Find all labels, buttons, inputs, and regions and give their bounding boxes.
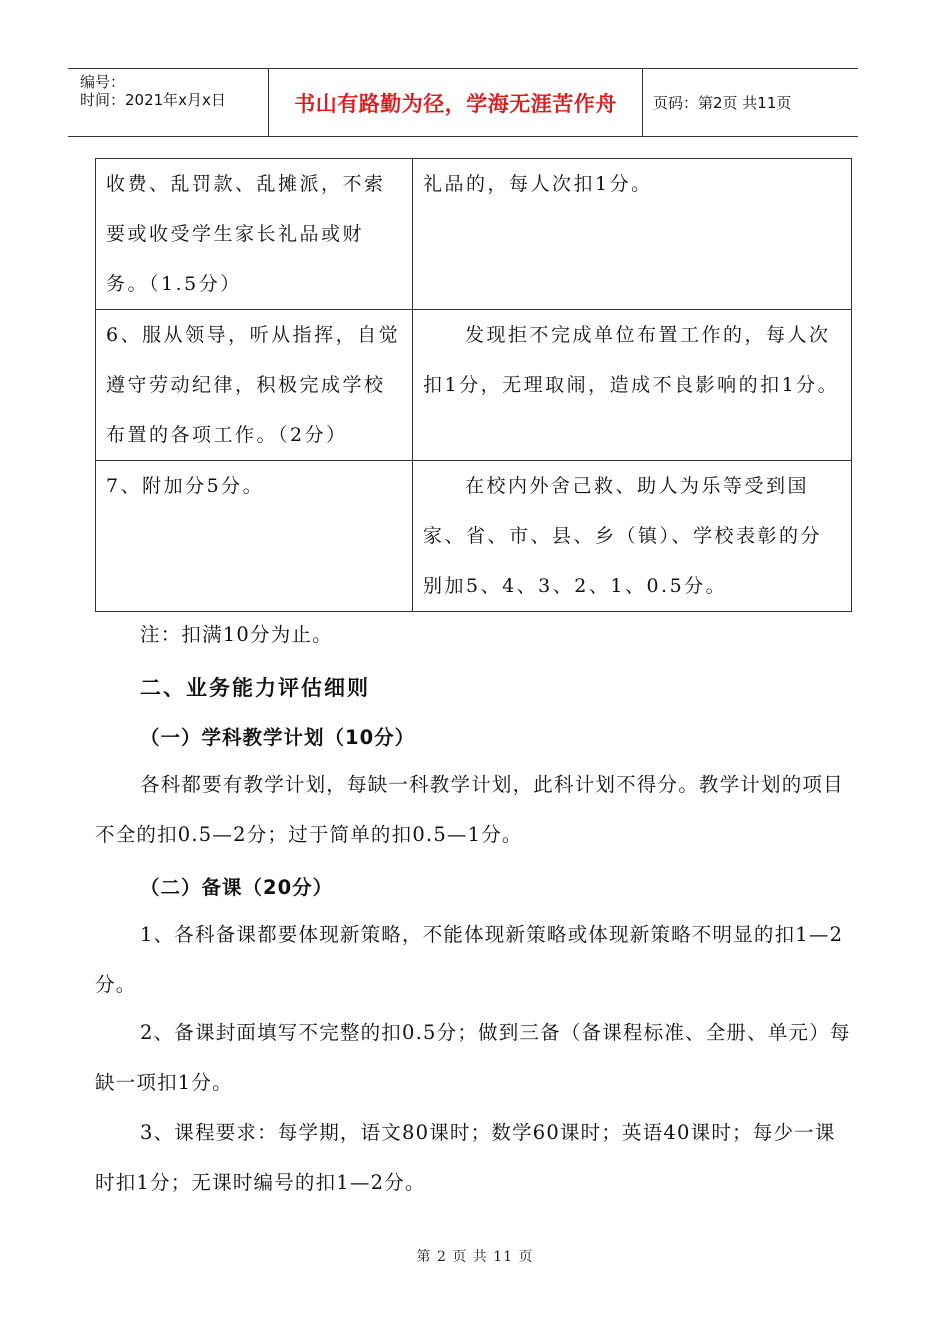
paragraph: 各科都要有教学计划，每缺一科教学计划，此科计划不得分。教学计划的项目不全的扣0.5—2分；过于简单的扣0.5—1分。 — [95, 773, 844, 846]
page-header — [68, 68, 858, 137]
table-cell-left: 7、附加分5分。 — [96, 461, 413, 612]
subsection-heading: （一）学科教学计划（10分） — [140, 726, 416, 749]
section-heading: 二、业务能力评估细则 — [140, 676, 370, 700]
table-note: 注：扣满10分为止。 — [140, 623, 333, 646]
table-cell-right: 礼品的，每人次扣1分。 — [413, 159, 852, 310]
rules-table — [95, 158, 852, 612]
doc-time-label: 时间：2021年x月x日 — [80, 91, 226, 109]
table-row — [96, 461, 852, 612]
table-cell-right: 在校内外舍己救、助人为乐等受到国家、省、市、县、乡（镇）、学校表彰的分别加5、4、3、2、1、0.5分。 — [413, 461, 852, 612]
table-cell-left: 6、服从领导，听从指挥，自觉遵守劳动纪律，积极完成学校布置的各项工作。（2分） — [96, 310, 413, 461]
header-page-cell — [643, 69, 858, 136]
paragraph: 3、课程要求：每学期，语文80课时；数学60课时；英语40课时；每少一课时扣1分；无课时编号的扣1—2分。 — [95, 1121, 836, 1194]
doc-number-label: 编号： — [80, 73, 126, 91]
header-motto: 书山有路勤为径，学海无涯苦作舟 — [294, 91, 617, 116]
table-cell-right: 发现拒不完成单位布置工作的，每人次扣1分，无理取闹，造成不良影响的扣1分。 — [413, 310, 852, 461]
header-meta — [68, 69, 269, 136]
table-row — [96, 159, 852, 310]
header-motto-cell — [269, 69, 643, 136]
paragraph: 2、备课封面填写不完整的扣0.5分；做到三备（备课程标准、全册、单元）每缺一项扣1分。 — [95, 1021, 851, 1094]
page-footer: 第 2 页 共 11 页 — [416, 1249, 534, 1265]
table-cell-left: 收费、乱罚款、乱摊派，不索要或收受学生家长礼品或财务。（1.5分） — [96, 159, 413, 310]
paragraph: 1、各科备课都要体现新策略，不能体现新策略或体现新策略不明显的扣1—2分。 — [95, 923, 844, 996]
header-page-label: 页码：第2页 共11页 — [653, 94, 792, 112]
table-row — [96, 310, 852, 461]
subsection-heading: （二）备课（20分） — [140, 876, 334, 899]
